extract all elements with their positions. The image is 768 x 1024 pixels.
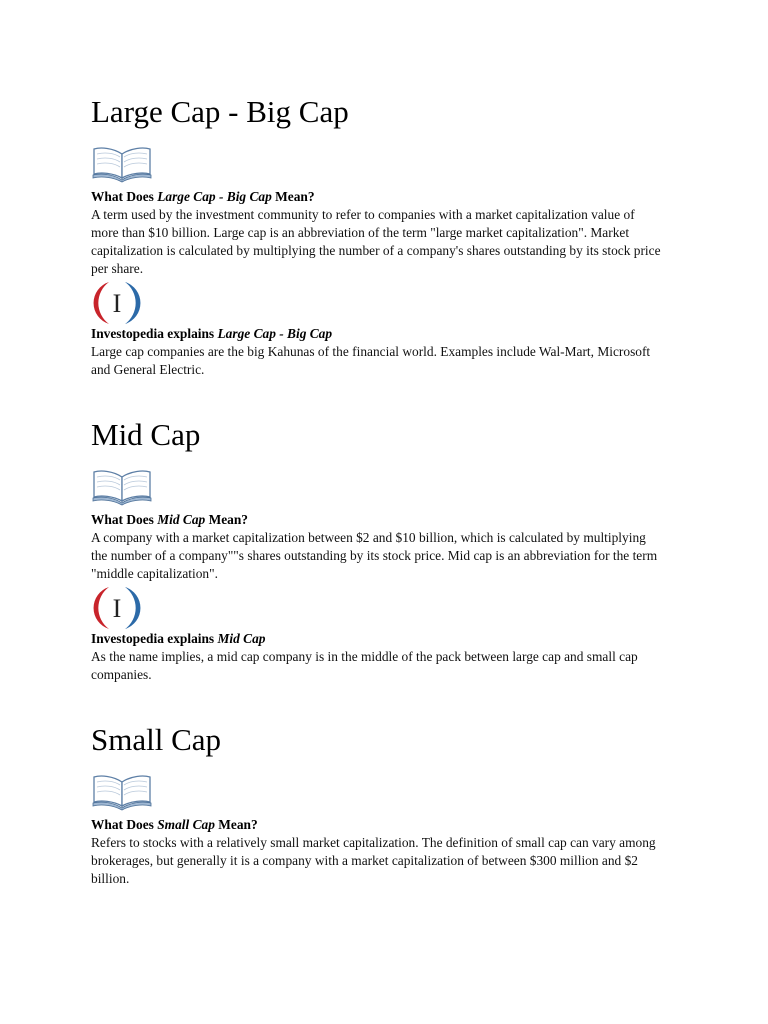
book-icon bbox=[91, 772, 153, 812]
explanation-text: Large cap companies are the big Kahunas of the financial world. Examples include Wal-Mart, Microsoft and General Electric. bbox=[91, 344, 651, 377]
definition-text: A term used by the investment community to refer to companies with a market capitalization value of more than $10 billion. Large cap is an abbreviation of the term "large market capitalization". Market capitalization is calculated by multiplying the number of a company's shares outstanding by its stock price per share. bbox=[91, 207, 661, 276]
book-icon bbox=[91, 144, 153, 184]
definition-text: A company with a market capitalization between $2 and $10 billion, which is calculated by multiplying the number of a company""s shares outstanding by its stock price. Mid cap is an abbreviation for the term "middle capitalization". bbox=[91, 530, 658, 581]
svg-text:I: I bbox=[112, 594, 122, 623]
section-large-cap bbox=[91, 94, 671, 377]
investopedia-explains-label: Investopedia explains Mid Cap bbox=[91, 631, 266, 646]
book-icon bbox=[91, 467, 153, 507]
section-title: Large Cap - Big Cap bbox=[91, 94, 349, 129]
definition-text: Refers to stocks with a relatively small market capitalization. The definition of small cap can vary among brokerages, but generally it is a company with a market capitalization of between $300 million and $2 billion. bbox=[91, 835, 656, 886]
what-does-label: What Does Large Cap - Big Cap Mean? bbox=[91, 189, 315, 204]
explanation-text: As the name implies, a mid cap company is in the middle of the pack between large cap and small cap companies. bbox=[91, 649, 638, 682]
section-title: Small Cap bbox=[91, 722, 222, 757]
what-does-label: What Does Small Cap Mean? bbox=[91, 817, 258, 832]
investopedia-logo-icon bbox=[91, 583, 143, 633]
investopedia-logo-icon bbox=[91, 278, 143, 328]
section-title: Mid Cap bbox=[91, 417, 201, 452]
section-small-cap bbox=[91, 722, 671, 886]
section-mid-cap bbox=[91, 417, 671, 682]
investopedia-explains-label: Investopedia explains Large Cap - Big Cap bbox=[91, 326, 333, 341]
what-does-label: What Does Mid Cap Mean? bbox=[91, 512, 248, 527]
svg-text:I: I bbox=[112, 289, 122, 318]
